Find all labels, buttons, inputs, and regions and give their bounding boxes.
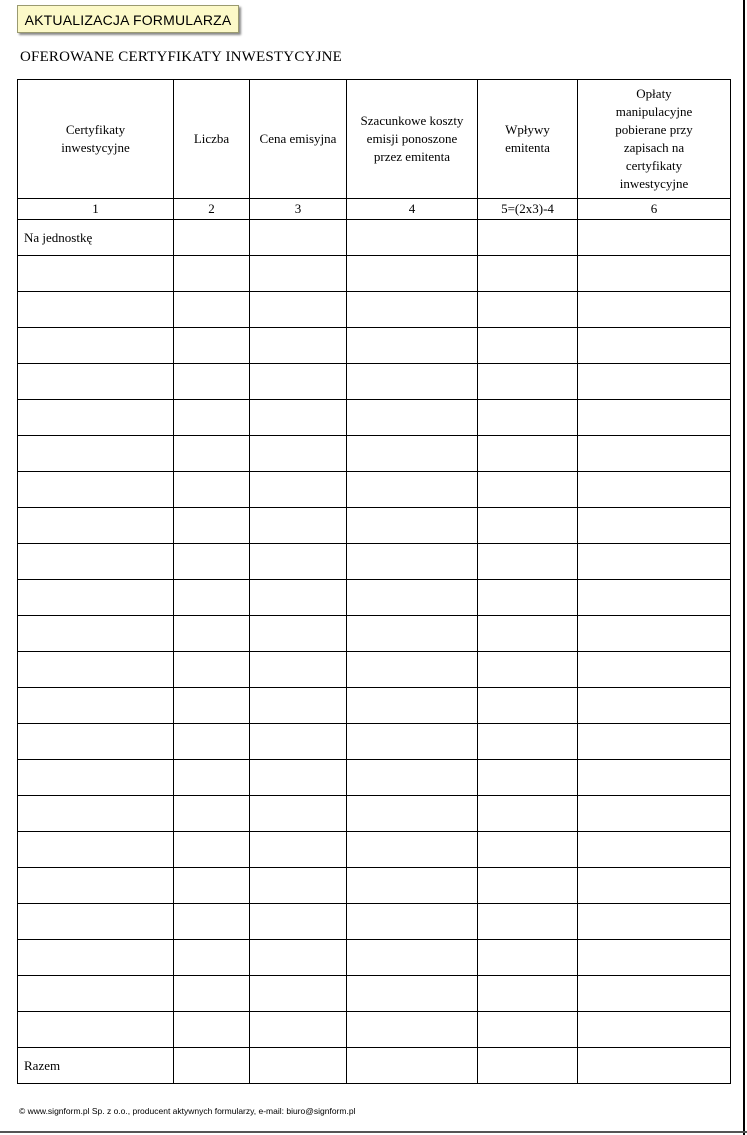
table-cell[interactable] xyxy=(478,364,578,400)
table-cell[interactable] xyxy=(347,976,478,1012)
table-cell[interactable] xyxy=(18,364,174,400)
table-cell[interactable] xyxy=(174,580,250,616)
table-cell[interactable] xyxy=(174,544,250,580)
table-row xyxy=(18,1012,731,1048)
table-cell[interactable] xyxy=(18,976,174,1012)
column-number: 5=(2x3)-4 xyxy=(478,199,578,220)
column-number: 3 xyxy=(250,199,347,220)
table-cell[interactable] xyxy=(578,364,731,400)
table-row xyxy=(18,688,731,724)
table-cell[interactable] xyxy=(18,688,174,724)
header-row xyxy=(18,80,731,199)
table-cell[interactable] xyxy=(478,760,578,796)
table-cell[interactable] xyxy=(578,940,731,976)
table-cell[interactable] xyxy=(478,616,578,652)
table-cell[interactable] xyxy=(578,868,731,904)
table-cell[interactable] xyxy=(578,256,731,292)
table-cell[interactable] xyxy=(174,724,250,760)
table-cell[interactable] xyxy=(478,328,578,364)
table-cell[interactable] xyxy=(347,472,478,508)
table-cell[interactable] xyxy=(478,652,578,688)
total-label: Razem xyxy=(18,1048,174,1084)
table-cell[interactable] xyxy=(18,292,174,328)
table-cell[interactable] xyxy=(18,760,174,796)
table-cell[interactable] xyxy=(18,256,174,292)
table-cell[interactable] xyxy=(578,580,731,616)
table-cell[interactable] xyxy=(18,832,174,868)
per-unit-row xyxy=(18,220,731,256)
table-cell[interactable] xyxy=(18,652,174,688)
table-cell[interactable] xyxy=(250,1048,347,1084)
table-cell[interactable] xyxy=(347,832,478,868)
table-row xyxy=(18,328,731,364)
table-row xyxy=(18,292,731,328)
table-cell[interactable] xyxy=(18,436,174,472)
table-cell[interactable] xyxy=(250,832,347,868)
table-cell[interactable] xyxy=(478,868,578,904)
table-cell[interactable] xyxy=(478,1012,578,1048)
table-cell[interactable] xyxy=(174,652,250,688)
column-number: 2 xyxy=(174,199,250,220)
table-cell[interactable] xyxy=(347,940,478,976)
table-cell[interactable] xyxy=(578,328,731,364)
table-cell[interactable] xyxy=(174,292,250,328)
table-cell[interactable] xyxy=(250,760,347,796)
table-cell[interactable] xyxy=(478,292,578,328)
table-cell[interactable] xyxy=(578,688,731,724)
total-row xyxy=(18,1048,731,1084)
table-cell[interactable] xyxy=(174,868,250,904)
column-number-row xyxy=(18,199,731,220)
table-cell[interactable] xyxy=(347,400,478,436)
table-cell[interactable] xyxy=(18,868,174,904)
table-cell[interactable] xyxy=(478,580,578,616)
table-row xyxy=(18,508,731,544)
table-row xyxy=(18,400,731,436)
table-cell[interactable] xyxy=(478,256,578,292)
table-cell[interactable] xyxy=(174,1012,250,1048)
table-cell[interactable] xyxy=(578,472,731,508)
table-cell[interactable] xyxy=(250,508,347,544)
table-cell[interactable] xyxy=(250,652,347,688)
table-cell[interactable] xyxy=(347,1048,478,1084)
table-cell[interactable] xyxy=(250,940,347,976)
table-row xyxy=(18,832,731,868)
table-cell[interactable] xyxy=(578,400,731,436)
table-cell[interactable] xyxy=(174,760,250,796)
table-cell[interactable] xyxy=(250,364,347,400)
table-cell[interactable] xyxy=(18,328,174,364)
header-issuer-proceeds: Wpływy emitenta xyxy=(478,80,578,199)
table-cell[interactable] xyxy=(478,472,578,508)
column-number: 1 xyxy=(18,199,174,220)
table-cell[interactable] xyxy=(250,724,347,760)
table-cell[interactable] xyxy=(250,544,347,580)
table-cell[interactable] xyxy=(347,436,478,472)
page-border-right xyxy=(743,0,745,1135)
table-cell[interactable] xyxy=(347,868,478,904)
table-cell[interactable] xyxy=(18,508,174,544)
table-row xyxy=(18,472,731,508)
table-cell[interactable] xyxy=(347,688,478,724)
table-cell[interactable] xyxy=(250,256,347,292)
table-cell[interactable] xyxy=(478,400,578,436)
table-cell[interactable] xyxy=(347,292,478,328)
table-cell[interactable] xyxy=(478,508,578,544)
document-title: OFEROWANE CERTYFIKATY INWESTYCYJNE xyxy=(20,49,342,65)
table-cell[interactable] xyxy=(18,724,174,760)
table-cell[interactable] xyxy=(18,616,174,652)
table-cell[interactable] xyxy=(478,940,578,976)
table-cell[interactable] xyxy=(174,472,250,508)
table-cell[interactable] xyxy=(578,976,731,1012)
header-certificates: Certyfikaty inwestycyjne xyxy=(18,80,174,199)
table-cell[interactable] xyxy=(347,760,478,796)
table-cell[interactable] xyxy=(18,1012,174,1048)
header-issue-costs: Szacunkowe koszty emisji ponoszone przez emitenta xyxy=(347,80,478,199)
table-cell[interactable] xyxy=(250,220,347,256)
table-row xyxy=(18,760,731,796)
table-cell[interactable] xyxy=(478,220,578,256)
table-cell[interactable] xyxy=(347,328,478,364)
table-cell[interactable] xyxy=(18,472,174,508)
table-cell[interactable] xyxy=(174,436,250,472)
table-cell[interactable] xyxy=(18,400,174,436)
table-cell[interactable] xyxy=(478,976,578,1012)
table-cell[interactable] xyxy=(578,904,731,940)
table-row xyxy=(18,904,731,940)
table-cell[interactable] xyxy=(250,976,347,1012)
table-cell[interactable] xyxy=(347,256,478,292)
update-form-button[interactable]: AKTUALIZACJA FORMULARZA xyxy=(17,5,239,33)
table-cell[interactable] xyxy=(578,616,731,652)
table-row xyxy=(18,580,731,616)
table-cell[interactable] xyxy=(578,1012,731,1048)
header-handling-fees: Opłaty manipulacyjne pobierane przy zapisach na certyfikaty inwestycyjne xyxy=(578,80,731,199)
table-cell[interactable] xyxy=(478,1048,578,1084)
table-cell[interactable] xyxy=(347,220,478,256)
table-cell[interactable] xyxy=(250,400,347,436)
table-cell[interactable] xyxy=(478,436,578,472)
table-cell[interactable] xyxy=(250,904,347,940)
page-border-bottom xyxy=(0,1131,747,1133)
table-row xyxy=(18,724,731,760)
table-cell[interactable] xyxy=(578,220,731,256)
table-cell[interactable] xyxy=(174,1048,250,1084)
table-cell[interactable] xyxy=(578,1048,731,1084)
table-row xyxy=(18,868,731,904)
table-cell[interactable] xyxy=(174,256,250,292)
table-row xyxy=(18,436,731,472)
table-cell[interactable] xyxy=(174,904,250,940)
table-cell[interactable] xyxy=(174,508,250,544)
table-cell[interactable] xyxy=(347,652,478,688)
table-cell[interactable] xyxy=(478,688,578,724)
table-cell[interactable] xyxy=(250,688,347,724)
table-cell[interactable] xyxy=(18,904,174,940)
table-cell[interactable] xyxy=(174,832,250,868)
table-cell[interactable] xyxy=(347,796,478,832)
table-cell[interactable] xyxy=(478,796,578,832)
table-row xyxy=(18,976,731,1012)
table-cell[interactable] xyxy=(18,796,174,832)
table-cell[interactable] xyxy=(478,544,578,580)
table-cell[interactable] xyxy=(578,508,731,544)
table-cell[interactable] xyxy=(250,472,347,508)
table-row xyxy=(18,796,731,832)
table-cell[interactable] xyxy=(250,868,347,904)
table-cell[interactable] xyxy=(578,760,731,796)
table-cell[interactable] xyxy=(250,796,347,832)
table-cell[interactable] xyxy=(174,220,250,256)
table-cell[interactable] xyxy=(347,580,478,616)
table-cell[interactable] xyxy=(174,328,250,364)
table-cell[interactable] xyxy=(250,580,347,616)
table-cell[interactable] xyxy=(174,796,250,832)
table-cell[interactable] xyxy=(174,400,250,436)
table-row xyxy=(18,364,731,400)
column-number: 6 xyxy=(578,199,731,220)
table-cell[interactable] xyxy=(250,1012,347,1048)
table-cell[interactable] xyxy=(250,328,347,364)
table-cell[interactable] xyxy=(478,904,578,940)
footer-copyright: © www.signform.pl Sp. z o.o., producent aktywnych formularzy, e-mail: biuro@signform.pl xyxy=(19,1106,356,1116)
table-cell[interactable] xyxy=(174,688,250,724)
table-cell[interactable] xyxy=(250,292,347,328)
table-cell[interactable] xyxy=(347,1012,478,1048)
header-issue-price: Cena emisyjna xyxy=(250,80,347,199)
table-cell[interactable] xyxy=(347,616,478,652)
per-unit-label: Na jednostkę xyxy=(18,220,174,256)
table-cell[interactable] xyxy=(174,364,250,400)
table-cell[interactable] xyxy=(578,544,731,580)
table-row xyxy=(18,256,731,292)
table-cell[interactable] xyxy=(347,508,478,544)
table-cell[interactable] xyxy=(578,832,731,868)
table-cell[interactable] xyxy=(18,544,174,580)
table-cell[interactable] xyxy=(174,940,250,976)
table-row xyxy=(18,616,731,652)
table-cell[interactable] xyxy=(250,436,347,472)
table-row xyxy=(18,940,731,976)
table-cell[interactable] xyxy=(18,940,174,976)
table-row xyxy=(18,544,731,580)
table-cell[interactable] xyxy=(18,580,174,616)
table-cell[interactable] xyxy=(347,544,478,580)
table-cell[interactable] xyxy=(174,976,250,1012)
table-cell[interactable] xyxy=(347,724,478,760)
table-cell[interactable] xyxy=(578,436,731,472)
table-cell[interactable] xyxy=(174,616,250,652)
table-cell[interactable] xyxy=(478,724,578,760)
table-cell[interactable] xyxy=(478,832,578,868)
table-cell[interactable] xyxy=(578,796,731,832)
header-quantity: Liczba xyxy=(174,80,250,199)
table-cell[interactable] xyxy=(578,724,731,760)
table-cell[interactable] xyxy=(578,652,731,688)
table-row xyxy=(18,652,731,688)
table-cell[interactable] xyxy=(347,364,478,400)
table-cell[interactable] xyxy=(347,904,478,940)
table-cell[interactable] xyxy=(250,616,347,652)
table-cell[interactable] xyxy=(578,292,731,328)
column-number: 4 xyxy=(347,199,478,220)
certificates-table xyxy=(17,79,731,1084)
